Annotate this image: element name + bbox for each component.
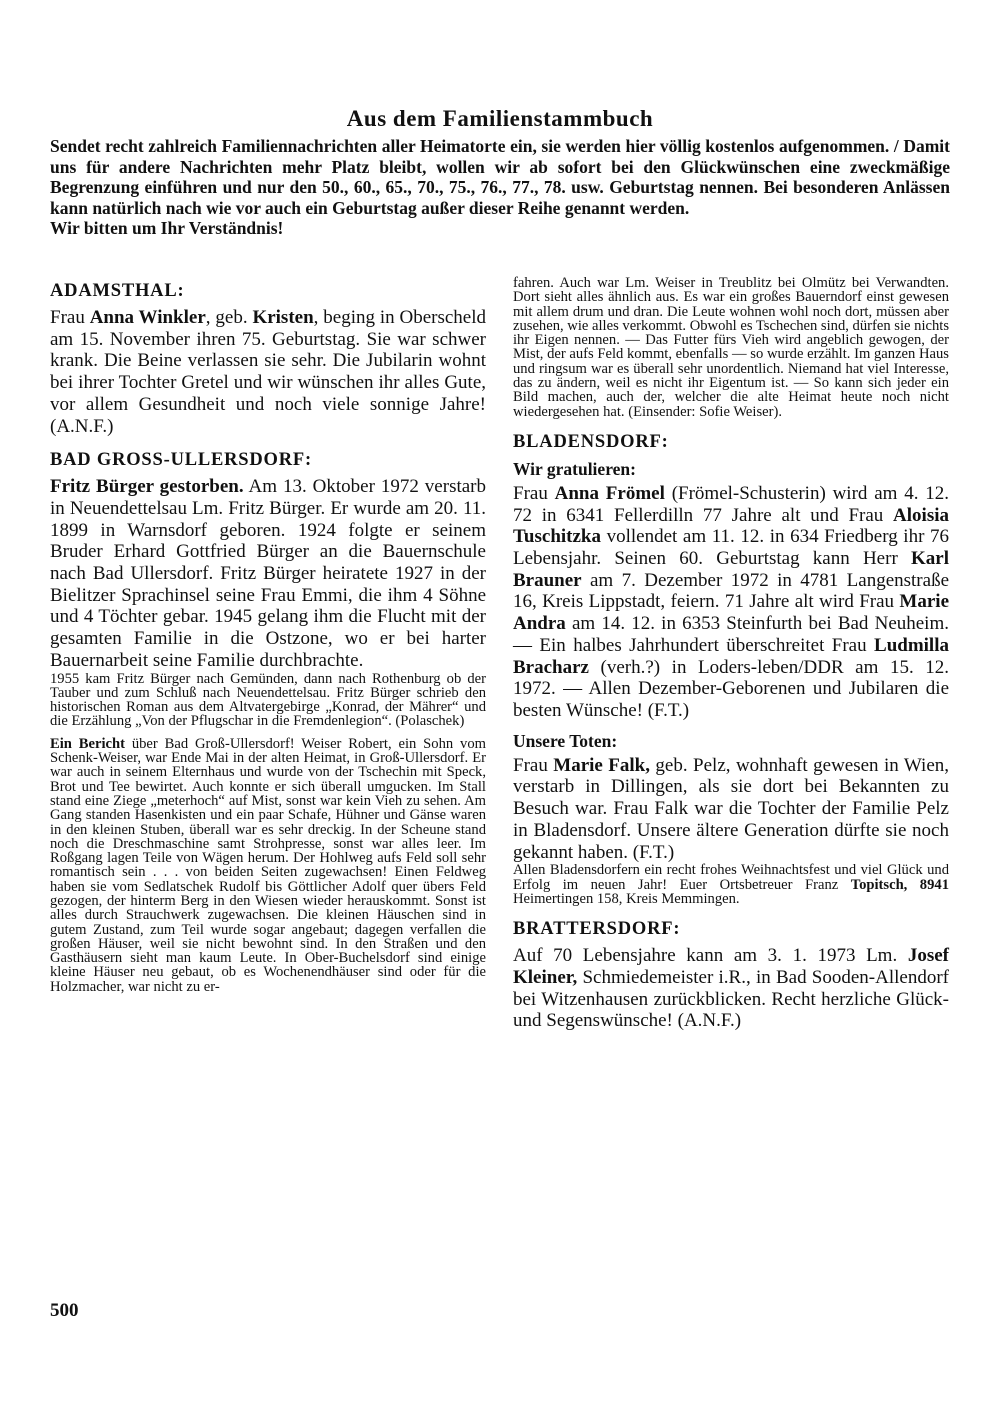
bold-name: Marie Andra <box>513 591 949 635</box>
text-segment: Am 13. Oktober 1972 verstarb in Neuendettelsau Lm. Fritz Bürger. Er wurde am 20. 11. 1899 in Warnsdorf geboren. 1924 folgte er seinem Bruder Erhard Gottfried Bürger an die Bauernschule nach Bad Ullersdorf. Fritz Bürger heiratete 1927 in der Bielitzer Sprachinsel seine Frau Emmi, die ihm 4 Söhne und 4 Töchter gebar. 1945 gelang ihm die Flucht mit der gesamten Familie in die Ostzone, wo er bei harter Bauernarbeit seine Familie durchbrachte. <box>50 476 487 671</box>
spacer <box>513 906 949 918</box>
bold-name: Fritz Bürger gestorben. <box>50 476 244 498</box>
bold-name: Anna Winkler <box>89 307 206 328</box>
page-number: 500 <box>50 1300 79 1321</box>
intro-last-line: Wir bitten um Ihr Verständnis! <box>50 218 284 239</box>
text-segment: 1955 kam Fritz Bürger nach Gemünden, dann nach Rothenburg ob der Tauber und zum Schluß nach Neuendettelsau. Fritz Bürger schrieb den historischen Roman aus dem Altvatergebirge „Konrad, der Mährer“ und die Erzählung „Von der Pflugschar in die Fremdenlegion“. (Polaschek) <box>50 670 486 730</box>
text-segment: fahren. Auch war Lm. Weiser in Treublitz bei Olmütz bei Verwandten. Dort sieht alles ähnlich aus. Es war ein großes Bauerndorf einst gewesen mit allem drum und dran. Die Leute wohnen wohl noch dort, müssen aber zusehen, wie alles verkommt. Obwohl es Tschechen sind, dürfen sie nichts ihr Eigen nennen. — Das Futter fürs Vieh wird angeblich gewogen, der Mist, der aufs Feld kommt, ebenfalls — so wurde erzählt. Im ganzen Haus und ringsum war es überall sehr unordentlich. Niemand hat viel Interesse, das zu ändern, weil es nicht ihr Eigentum ist. — So kann sich jeder ein Bild machen, auch der, welcher die alte Heimat heute noch nicht wiedergesehen hat. (Einsender: Sofie Weiser). <box>513 275 950 420</box>
section-heading: BAD GROSS-ULLERSDORF: <box>50 450 312 471</box>
section-heading: BRATTERSDORF: <box>513 919 681 940</box>
bold-name: Ein Bericht <box>50 735 125 752</box>
article-paragraph <box>513 755 949 864</box>
article-paragraph <box>513 945 949 1032</box>
article-paragraph <box>50 476 486 671</box>
intro-notice <box>50 136 950 239</box>
text-segment: (verh.?) in Loders-leben/DDR am 15. 12. 1972. — Allen Dezember-Geborenen und Jubilaren die besten Wünsche! (F.T.) <box>513 656 949 721</box>
left-column <box>50 280 486 994</box>
text-segment: , beging in Oberscheld am 15. November ihren 75. Geburtstag. Sie war schwer krank. Die Beine verlassen sie sehr. Die Jubilarin wohnt bei ihrer Tochter Gretel und wir wünschen ihr alles Gute, vor allem Gesundheit und noch viele sonnige Jahre! (A.N.F.) <box>50 307 486 437</box>
text-segment: Frau <box>513 754 554 776</box>
article-paragraph <box>50 672 486 729</box>
spacer <box>50 437 486 449</box>
text-segment: Heimertingen 158, Kreis Memmingen. <box>513 890 740 907</box>
bold-name: Karl Brauner <box>513 548 949 591</box>
spacer <box>513 419 949 431</box>
text-segment: am 7. Dezember 1972 in 4781 Langenstraße 16, Kreis Lippstadt, feiern. 71 Jahre alt wird Frau <box>513 569 949 613</box>
article-paragraph <box>50 737 486 994</box>
article-paragraph <box>513 483 949 722</box>
bold-name: Ludmilla Bracharz <box>513 634 949 678</box>
article-paragraph <box>513 276 949 419</box>
text-segment: vollendet am 11. 12. in 634 Friedberg ihr 76 Lebensjahr. Seinen 60. Geburtstag kann Herr <box>513 526 949 570</box>
article-paragraph <box>50 307 486 437</box>
text-segment: Schmiedemeister i.R., in Bad Sooden-Allendorf bei Witzenhausen zurückblicken. Recht herzliche Glück- und Segenswünsche! (A.N.F.) <box>513 966 949 1032</box>
section-heading: BLADENSDORF: <box>513 431 669 452</box>
bold-name: Marie Falk, <box>553 754 650 776</box>
subsection-heading: Wir gratulieren: <box>513 458 636 479</box>
subsection-heading: Unsere Toten: <box>513 730 618 751</box>
article-paragraph <box>513 863 949 906</box>
text-segment: Auf 70 Lebensjahre kann am 3. 1. 1973 Lm. <box>513 945 908 967</box>
bold-name: Kristen <box>252 307 314 328</box>
text-segment: geb. Pelz, wohnhaft gewesen in Wien, verstarb in Dillingen, als sie dort bei Bekannten zu Besuch war. Frau Falk war die Tochter der Familie Pelz in Bladensdorf. Unsere ältere Generation dürfte sie noch gekannt haben. (F.T.) <box>513 754 949 863</box>
bold-name: Aloisia Tuschitzka <box>513 504 949 548</box>
spacer <box>513 722 949 730</box>
bold-name: Topitsch, 8941 <box>850 876 949 893</box>
text-segment: Frau <box>513 482 555 504</box>
text-segment: Frau <box>50 307 90 328</box>
text-segment: , geb. <box>205 307 253 328</box>
page-title: Aus dem Familienstammbuch <box>346 106 654 131</box>
text-segment: am 14. 12. in 6353 Steinfurth bei Bad Neuheim. — Ein halbes Jahrhundert überschreitet Frau <box>513 613 949 656</box>
section-heading: ADAMSTHAL: <box>50 281 185 301</box>
bold-name: Anna Frömel <box>554 482 665 504</box>
intro-text: Sendet recht zahlreich Familiennachrichten aller Heimatorte ein, sie werden hier völlig kostenlos aufgenommen. / Damit uns für andere Nachrichten mehr Platz bleibt, wollen wir ab sofort bei den Glückwünschen eine zweckmäßige Begrenzung einführen und nur den 50., 60., 65., 70., 75., 76., 77., 78. usw. Geburtstag nennen. Bei besonderen Anlässen kann natürlich nach wie vor auch ein Geburtstag außer dieser Reihe genannt werden. <box>50 136 950 218</box>
right-column <box>513 276 949 1032</box>
text-segment: Allen Bladensdorfern ein recht frohes Weihnachtsfest und viel Glück und Erfolg im neuen Jahr! Euer Ortsbetreuer Franz <box>513 862 949 893</box>
text-segment: über Bad Groß-Ullersdorf! Weiser Robert, ein Sohn vom Schenk-Weiser, war Ende Mai in der alten Heimat, in Groß-Ullersdorf. Er war auch in seinem Elternhaus und wurde von der Tschechin mit Speck, Brot und Tee bewirtet. Auch konnte er sich überall umgucken. Im Stall stand eine Ziege „meterhoch“ auf Mist, sonst war kein Vieh zu sehen. Am Gang standen Hasenkisten und ein paar Schafe, Hühner und Gänse waren in den kleinen Stuben, überall war es sehr dreckig. In der Scheune stand noch die Dreschmaschine samt Strohpresse, sonst war alles leer. Im Roßgang lagen Teile von Wägen herum. Der Hohlweg aufs Feld soll sehr romantisch sein . . . von beiden Seiten zugewachsen! Einen Feldweg haben sie vom Sedlatschek Rudolf bis Göttlicher Adolf quer übers Feld gezogen, der hinterm Berg in den Wiesen wieder herauskommt. Sonst ist alles durch Strauchwerk zugewachsen. Die kleinen Häuschen sind in gutem Zustand, zum Teil wurde sogar angebaut; dagegen verfallen die großen Häuser, weil sie nicht bewohnt sind. In den Straßen und den Gasthäusern sieht man kaum Leute. In Ober-Buchelsdorf sind einige kleine Häuser neu gebaut, ob es Wochenendhäuser sind oder für die Holzmacher, war nicht zu er- <box>50 735 486 995</box>
text-segment: (Frömel-Schusterin) wird am 4. 12. 72 in 6341 Fellerdilln 77 Jahre alt und Frau <box>513 482 950 526</box>
bold-name: Josef Kleiner, <box>513 945 949 988</box>
